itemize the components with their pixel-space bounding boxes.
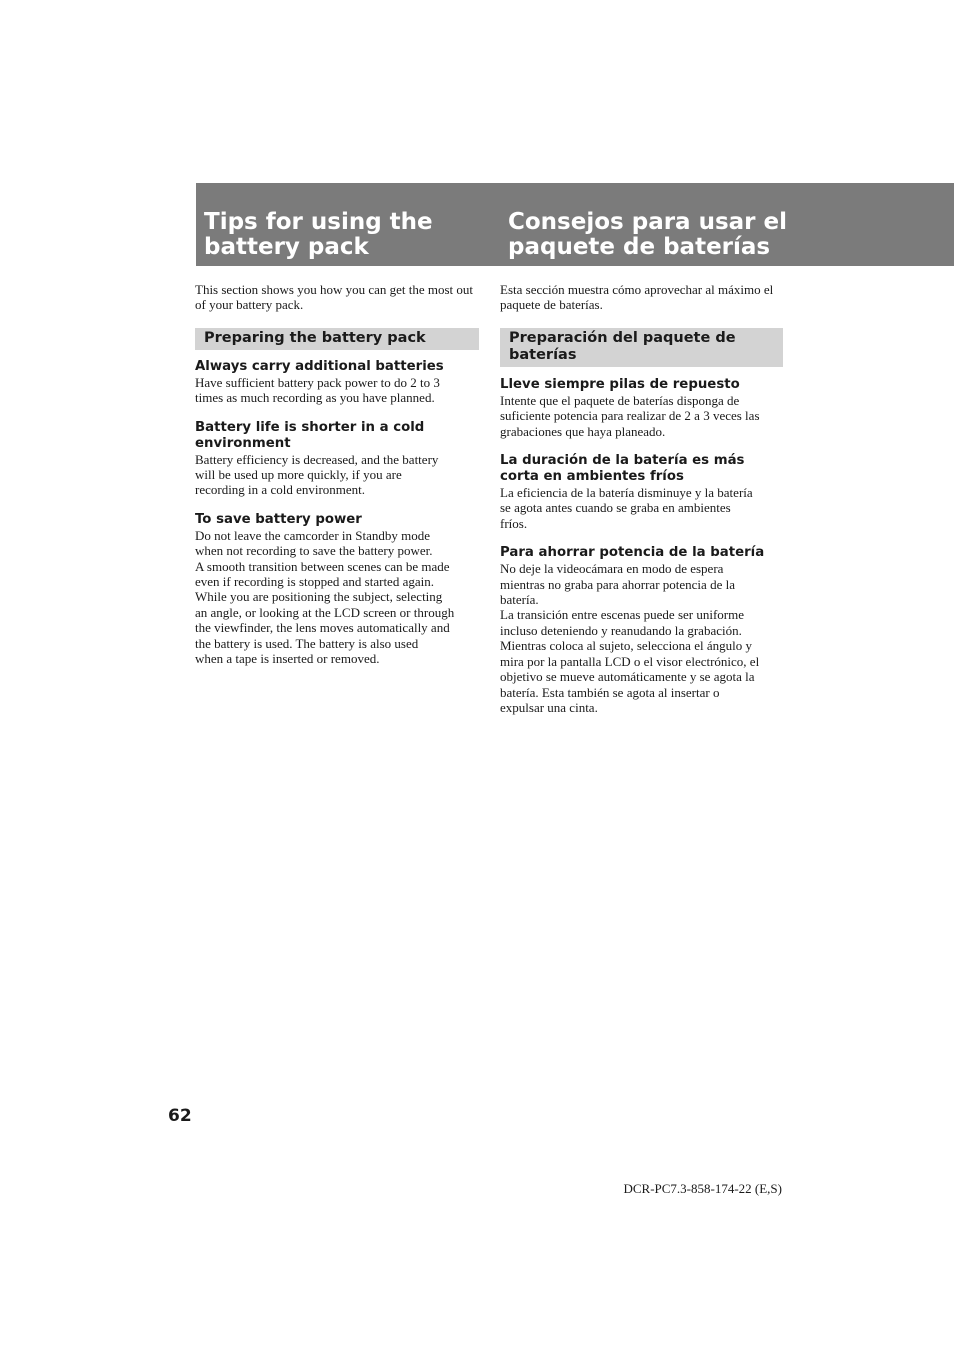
spanish-column xyxy=(500,282,783,715)
subsection-body: La eficiencia de la batería disminuye y la batería se agota antes cuando se graba en ambientes fríos. xyxy=(500,485,753,531)
subsection xyxy=(500,377,783,439)
subsection xyxy=(500,545,783,715)
subsection-body: Intente que el paquete de baterías disponga de suficiente potencia para realizar de 2 a 3 veces las grabaciones que haya planeado. xyxy=(500,392,760,439)
subsection xyxy=(500,453,783,531)
subsection xyxy=(195,512,479,667)
subsection xyxy=(195,359,479,406)
document-code: DCR-PC7.3-858-174-22 (E,S) xyxy=(623,1181,782,1196)
subsection-heading: Always carry additional batteries xyxy=(195,358,444,374)
subsection-body: No deje la videocámara en modo de espera mientras no graba para ahorrar potencia de la batería. La transición entre escenas puede ser uniforme incluso deteniendo y reanudando la grabación. Mientras coloca al sujeto, selecciona el ángulo y mira por la pantalla LCD o el visor electrónico, el objetivo se mueve automáticamente y se agota la batería. Esta también se agota al insertar o expulsar una cinta. xyxy=(500,561,760,715)
subsection-body: Have sufficient battery pack power to do 2 to 3 times as much recording as you have planned. xyxy=(195,374,440,406)
english-column xyxy=(195,282,479,667)
subsection-heading: To save battery power xyxy=(195,511,362,527)
section-heading: Preparing the battery pack xyxy=(195,328,479,350)
section-heading: Preparación del paquete de baterías xyxy=(500,328,783,367)
subsection-heading: Lleve siempre pilas de repuesto xyxy=(500,376,740,392)
page-title-spanish: Consejos para usar el paquete de baterías xyxy=(508,209,787,260)
page-number: 62 xyxy=(168,1106,192,1126)
intro-text: Esta sección muestra cómo aprovechar al máximo el paquete de baterías. xyxy=(500,282,774,313)
intro-text: This section shows you how you can get the most out of your battery pack. xyxy=(195,282,474,313)
subsection-heading: Battery life is shorter in a cold environment xyxy=(195,419,425,451)
subsection-body: Do not leave the camcorder in Standby mode when not recording to save the battery power. A smooth transition between scenes can be made even if recording is stopped and started again. While you are positioning the subject, selecting an angle, or looking at the LCD screen or through the viewfinder, the lens moves automatically and the battery is used. The battery is also used when a tape is inserted or removed. xyxy=(195,527,455,667)
subsection xyxy=(195,420,479,498)
subsection-heading: La duración de la batería es más corta en ambientes fríos xyxy=(500,453,745,485)
subsection-body: Battery efficiency is decreased, and the battery will be used up more quickly, if you are recording in a cold environment. xyxy=(195,451,439,498)
subsection-heading: Para ahorrar potencia de la batería xyxy=(500,545,765,561)
title-banner xyxy=(196,183,954,266)
page-title-english: Tips for using the battery pack xyxy=(204,209,433,260)
